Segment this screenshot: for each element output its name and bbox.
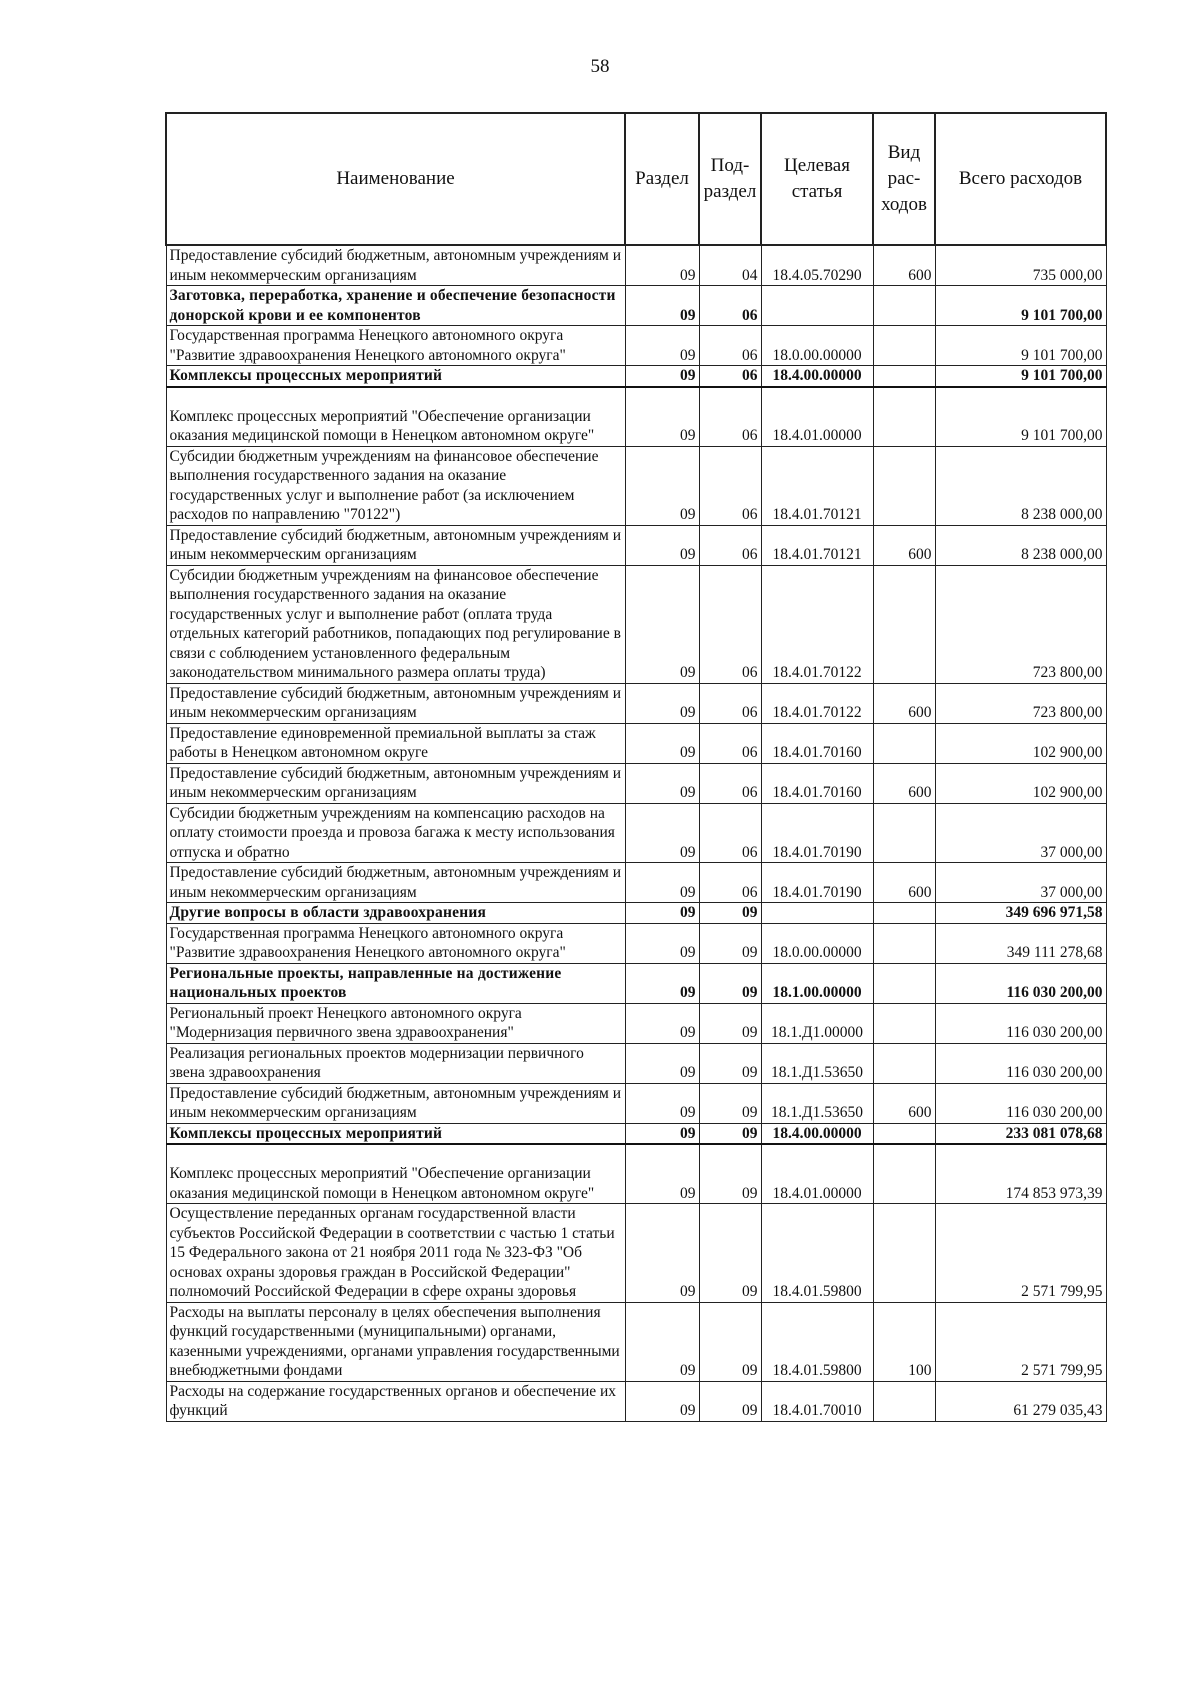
cell-total: 723 800,00 xyxy=(935,683,1106,723)
header-target: Целевая статья xyxy=(761,113,873,245)
cell-name: Предоставление субсидий бюджетным, автономным учреждениям и иным некоммерческим организациям xyxy=(166,1083,625,1123)
cell-name: Субсидии бюджетным учреждениям на компенсацию расходов на оплату стоимости проезда и провоза багажа к месту использования отпуска и обратно xyxy=(166,803,625,863)
cell-target: 18.4.01.70160 xyxy=(761,763,873,803)
cell-section: 09 xyxy=(625,387,699,447)
cell-subsection: 09 xyxy=(699,1144,761,1204)
cell-target: 18.1.00.00000 xyxy=(761,963,873,1003)
cell-section: 09 xyxy=(625,565,699,683)
cell-name: Предоставление субсидий бюджетным, автономным учреждениям и иным некоммерческим организациям xyxy=(166,245,625,286)
cell-kind: 100 xyxy=(873,1302,935,1381)
cell-total: 233 081 078,68 xyxy=(935,1123,1106,1144)
cell-total: 9 101 700,00 xyxy=(935,286,1106,326)
cell-name: Субсидии бюджетным учреждениям на финансовое обеспечение выполнения государственного задания на оказание государственных услуг и выполнение работ (за исключением расходов по направлению "70122") xyxy=(166,446,625,525)
cell-kind: 600 xyxy=(873,525,935,565)
cell-target: 18.4.01.59800 xyxy=(761,1302,873,1381)
table-row xyxy=(166,1302,1106,1381)
cell-kind xyxy=(873,923,935,963)
cell-kind: 600 xyxy=(873,863,935,903)
cell-subsection: 06 xyxy=(699,803,761,863)
cell-name: Реализация региональных проектов модернизации первичного звена здравоохранения xyxy=(166,1043,625,1083)
table-row xyxy=(166,1144,1106,1204)
table-row xyxy=(166,525,1106,565)
cell-kind xyxy=(873,286,935,326)
cell-subsection: 09 xyxy=(699,1123,761,1144)
cell-total: 116 030 200,00 xyxy=(935,1043,1106,1083)
cell-name: Комплексы процессных мероприятий xyxy=(166,1123,625,1144)
cell-section: 09 xyxy=(625,683,699,723)
cell-kind xyxy=(873,446,935,525)
cell-kind xyxy=(873,1123,935,1144)
cell-subsection: 06 xyxy=(699,763,761,803)
header-name: Наименование xyxy=(166,113,625,245)
cell-target: 18.4.01.70121 xyxy=(761,446,873,525)
cell-name: Региональный проект Ненецкого автономного округа "Модернизация первичного звена здравоохранения" xyxy=(166,1003,625,1043)
cell-total: 2 571 799,95 xyxy=(935,1204,1106,1303)
cell-total: 37 000,00 xyxy=(935,863,1106,903)
cell-target: 18.4.01.70190 xyxy=(761,863,873,903)
table-row xyxy=(166,763,1106,803)
cell-total: 9 101 700,00 xyxy=(935,387,1106,447)
table-row xyxy=(166,1083,1106,1123)
table-header xyxy=(166,113,1106,245)
table-row xyxy=(166,446,1106,525)
cell-kind: 600 xyxy=(873,245,935,286)
cell-section: 09 xyxy=(625,1123,699,1144)
cell-target: 18.4.01.70160 xyxy=(761,723,873,763)
cell-total: 735 000,00 xyxy=(935,245,1106,286)
page-number: 58 xyxy=(590,56,610,77)
cell-total: 349 111 278,68 xyxy=(935,923,1106,963)
cell-kind xyxy=(873,1043,935,1083)
table-row xyxy=(166,387,1106,447)
cell-kind xyxy=(873,366,935,387)
table-row xyxy=(166,326,1106,366)
cell-subsection: 06 xyxy=(699,683,761,723)
cell-total: 116 030 200,00 xyxy=(935,1083,1106,1123)
table-row xyxy=(166,803,1106,863)
cell-kind: 600 xyxy=(873,763,935,803)
cell-subsection: 06 xyxy=(699,387,761,447)
cell-kind: 600 xyxy=(873,1083,935,1123)
cell-name: Предоставление субсидий бюджетным, автономным учреждениям и иным некоммерческим организациям xyxy=(166,763,625,803)
cell-section: 09 xyxy=(625,1083,699,1123)
budget-table xyxy=(165,112,1107,1422)
cell-target: 18.1.Д1.53650 xyxy=(761,1043,873,1083)
cell-total: 37 000,00 xyxy=(935,803,1106,863)
table-row xyxy=(166,565,1106,683)
cell-section: 09 xyxy=(625,286,699,326)
cell-total: 723 800,00 xyxy=(935,565,1106,683)
cell-section: 09 xyxy=(625,903,699,924)
cell-target: 18.4.05.70290 xyxy=(761,245,873,286)
cell-target: 18.4.01.00000 xyxy=(761,387,873,447)
cell-kind xyxy=(873,963,935,1003)
cell-section: 09 xyxy=(625,1302,699,1381)
cell-total: 102 900,00 xyxy=(935,763,1106,803)
cell-total: 8 238 000,00 xyxy=(935,525,1106,565)
cell-section: 09 xyxy=(625,525,699,565)
cell-target xyxy=(761,286,873,326)
table-row xyxy=(166,903,1106,924)
cell-kind xyxy=(873,803,935,863)
cell-name: Предоставление единовременной премиальной выплаты за стаж работы в Ненецком автономном округе xyxy=(166,723,625,763)
table-row xyxy=(166,366,1106,387)
cell-name: Комплекс процессных мероприятий "Обеспечение организации оказания медицинской помощи в Ненецком автономном округе" xyxy=(166,387,625,447)
table-row xyxy=(166,1003,1106,1043)
table-row xyxy=(166,1204,1106,1303)
cell-name: Другие вопросы в области здравоохранения xyxy=(166,903,625,924)
cell-subsection: 09 xyxy=(699,1381,761,1421)
cell-kind xyxy=(873,565,935,683)
cell-section: 09 xyxy=(625,326,699,366)
cell-target: 18.4.01.70010 xyxy=(761,1381,873,1421)
cell-subsection: 06 xyxy=(699,723,761,763)
cell-total: 61 279 035,43 xyxy=(935,1381,1106,1421)
cell-section: 09 xyxy=(625,245,699,286)
table-row xyxy=(166,963,1106,1003)
table-row xyxy=(166,1381,1106,1421)
cell-section: 09 xyxy=(625,923,699,963)
cell-target: 18.4.01.70190 xyxy=(761,803,873,863)
cell-kind xyxy=(873,1381,935,1421)
cell-target: 18.1.Д1.53650 xyxy=(761,1083,873,1123)
cell-kind xyxy=(873,387,935,447)
cell-subsection: 09 xyxy=(699,1083,761,1123)
table-row xyxy=(166,245,1106,286)
cell-subsection: 09 xyxy=(699,1003,761,1043)
cell-subsection: 04 xyxy=(699,245,761,286)
cell-section: 09 xyxy=(625,366,699,387)
cell-kind xyxy=(873,903,935,924)
cell-section: 09 xyxy=(625,1144,699,1204)
cell-target: 18.4.01.70121 xyxy=(761,525,873,565)
cell-subsection: 06 xyxy=(699,863,761,903)
cell-kind xyxy=(873,1144,935,1204)
cell-total: 116 030 200,00 xyxy=(935,963,1106,1003)
cell-subsection: 06 xyxy=(699,446,761,525)
cell-section: 09 xyxy=(625,446,699,525)
cell-total: 174 853 973,39 xyxy=(935,1144,1106,1204)
cell-kind: 600 xyxy=(873,683,935,723)
cell-total: 2 571 799,95 xyxy=(935,1302,1106,1381)
header-section: Раздел xyxy=(625,113,699,245)
cell-subsection: 06 xyxy=(699,366,761,387)
table-row xyxy=(166,723,1106,763)
cell-target: 18.4.01.00000 xyxy=(761,1144,873,1204)
cell-name: Расходы на содержание государственных органов и обеспечение их функций xyxy=(166,1381,625,1421)
cell-total: 9 101 700,00 xyxy=(935,326,1106,366)
cell-subsection: 06 xyxy=(699,525,761,565)
cell-name: Предоставление субсидий бюджетным, автономным учреждениям и иным некоммерческим организациям xyxy=(166,683,625,723)
cell-name: Государственная программа Ненецкого автономного округа "Развитие здравоохранения Ненецкого автономного округа" xyxy=(166,326,625,366)
table-row xyxy=(166,683,1106,723)
cell-kind xyxy=(873,326,935,366)
cell-total: 349 696 971,58 xyxy=(935,903,1106,924)
cell-total: 116 030 200,00 xyxy=(935,1003,1106,1043)
cell-subsection: 06 xyxy=(699,286,761,326)
table-row xyxy=(166,863,1106,903)
cell-name: Региональные проекты, направленные на достижение национальных проектов xyxy=(166,963,625,1003)
cell-subsection: 06 xyxy=(699,565,761,683)
cell-section: 09 xyxy=(625,963,699,1003)
cell-section: 09 xyxy=(625,763,699,803)
cell-section: 09 xyxy=(625,1381,699,1421)
cell-kind xyxy=(873,723,935,763)
cell-subsection: 09 xyxy=(699,923,761,963)
cell-target: 18.0.00.00000 xyxy=(761,326,873,366)
header-kind: Вид рас- ходов xyxy=(873,113,935,245)
cell-total: 102 900,00 xyxy=(935,723,1106,763)
cell-target: 18.4.00.00000 xyxy=(761,366,873,387)
cell-target: 18.4.01.59800 xyxy=(761,1204,873,1303)
table-row xyxy=(166,286,1106,326)
cell-subsection: 09 xyxy=(699,963,761,1003)
cell-subsection: 06 xyxy=(699,326,761,366)
cell-name: Осуществление переданных органам государственной власти субъектов Российской Федерации в соответствии с частью 1 статьи 15 Федерального закона от 21 ноября 2011 года № 323-ФЗ "Об основах охраны здоровья граждан в Российской Федерации" полномочий Российской Федерации в сфере охраны здоровья xyxy=(166,1204,625,1303)
table-body xyxy=(166,245,1106,1421)
cell-name: Комплекс процессных мероприятий "Обеспечение организации оказания медицинской помощи в Ненецком автономном округе" xyxy=(166,1144,625,1204)
table-row xyxy=(166,1123,1106,1144)
cell-target: 18.0.00.00000 xyxy=(761,923,873,963)
cell-section: 09 xyxy=(625,1003,699,1043)
cell-name: Государственная программа Ненецкого автономного округа "Развитие здравоохранения Ненецкого автономного округа" xyxy=(166,923,625,963)
cell-kind xyxy=(873,1204,935,1303)
cell-subsection: 09 xyxy=(699,1204,761,1303)
cell-section: 09 xyxy=(625,1043,699,1083)
cell-section: 09 xyxy=(625,803,699,863)
cell-section: 09 xyxy=(625,863,699,903)
header-total: Всего расходов xyxy=(935,113,1106,245)
cell-total: 8 238 000,00 xyxy=(935,446,1106,525)
cell-target: 18.4.01.70122 xyxy=(761,683,873,723)
cell-target: 18.4.01.70122 xyxy=(761,565,873,683)
cell-total: 9 101 700,00 xyxy=(935,366,1106,387)
cell-name: Комплексы процессных мероприятий xyxy=(166,366,625,387)
cell-subsection: 09 xyxy=(699,1302,761,1381)
cell-kind xyxy=(873,1003,935,1043)
cell-section: 09 xyxy=(625,723,699,763)
cell-section: 09 xyxy=(625,1204,699,1303)
cell-subsection: 09 xyxy=(699,903,761,924)
cell-target: 18.1.Д1.00000 xyxy=(761,1003,873,1043)
cell-name: Расходы на выплаты персоналу в целях обеспечения выполнения функций государственными (муниципальными) органами, казенными учреждениями, органами управления государственными внебюджетными фондами xyxy=(166,1302,625,1381)
header-subsection: Под- раздел xyxy=(699,113,761,245)
table-row xyxy=(166,1043,1106,1083)
cell-subsection: 09 xyxy=(699,1043,761,1083)
cell-name: Заготовка, переработка, хранение и обеспечение безопасности донорской крови и ее компонентов xyxy=(166,286,625,326)
cell-name: Предоставление субсидий бюджетным, автономным учреждениям и иным некоммерческим организациям xyxy=(166,525,625,565)
cell-name: Субсидии бюджетным учреждениям на финансовое обеспечение выполнения государственного задания на оказание государственных услуг и выполнение работ (оплата труда отдельных категорий работников, попадающих под регулирование в связи с соблюдением установленного федеральным законодательством минимального размера оплаты труда) xyxy=(166,565,625,683)
cell-target xyxy=(761,903,873,924)
cell-name: Предоставление субсидий бюджетным, автономным учреждениям и иным некоммерческим организациям xyxy=(166,863,625,903)
table-row xyxy=(166,923,1106,963)
cell-target: 18.4.00.00000 xyxy=(761,1123,873,1144)
